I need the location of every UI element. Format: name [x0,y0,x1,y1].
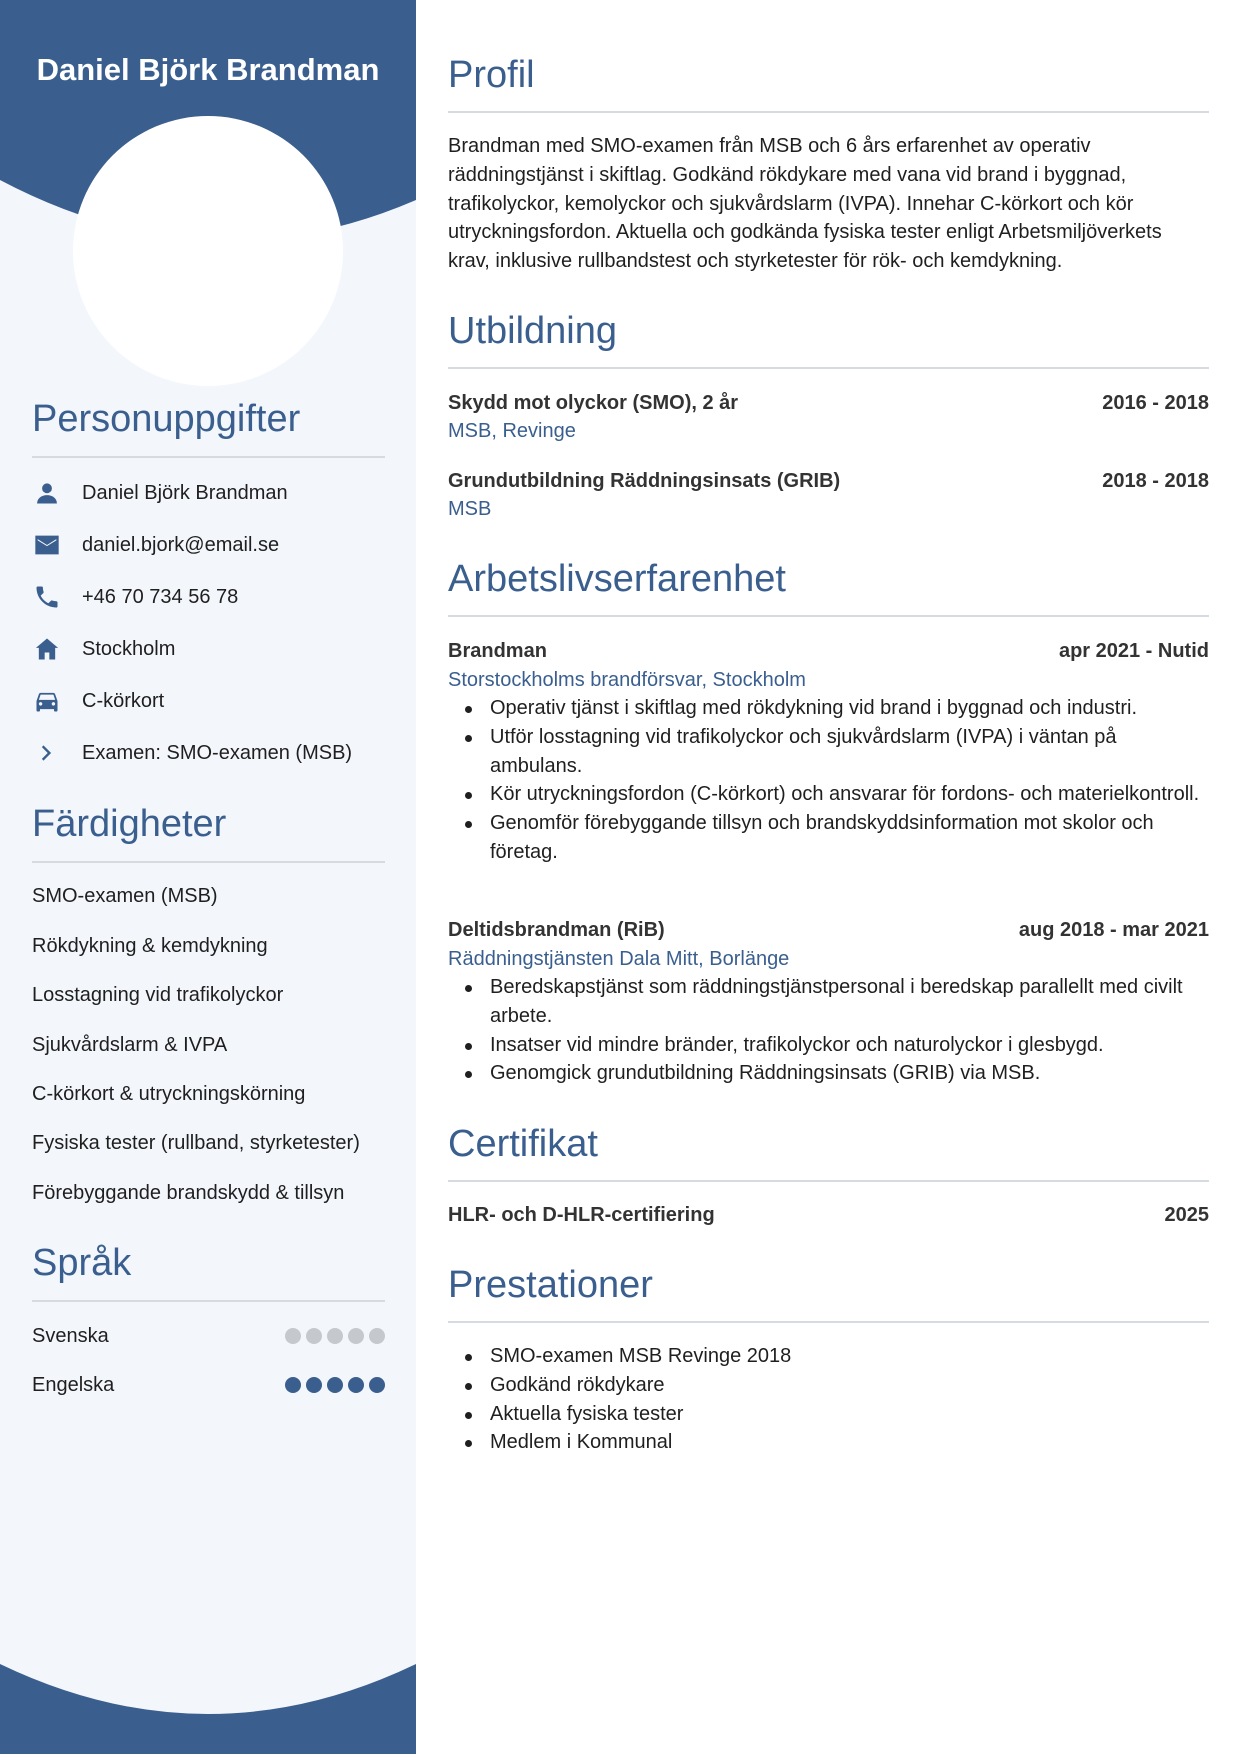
profile-summary: Brandman med SMO-examen från MSB och 6 års erfarenhet av operativ räddningstjänst i skiftlag. Godkänd rökdykare med vana vid brand i byggnad, trafikolyckor, kemolyckor och sjukvårdslarm (IVPA). Innehar C-körkort och kör utryckningsfordon. Aktuella och godkända fysiska tester enligt Arbetsmiljöverkets krav, inklusive rullbandstest och styrketester för rök- och kemdykning. [448,135,1162,273]
sidebar [0,0,416,1754]
job-entry-header [448,919,1209,942]
education-place: MSB, Revinge [448,420,576,442]
contact-license-text: C-körkort [82,689,165,712]
level-dot [348,1328,364,1344]
person-icon [32,478,62,508]
level-dot [285,1377,301,1393]
contact-name-text: Daniel Björk Brandman [82,481,288,504]
phone-icon [32,582,62,612]
contact-license [32,685,164,717]
section-title-experience: Arbetslivserfarenhet [448,558,786,600]
list-item: SMO-examen MSB Revinge 2018 [448,1342,1209,1371]
language-level-rating [285,1377,385,1393]
contact-location [32,633,175,665]
list-item: Kör utryckningsfordon (C-körkort) och ansvarar för fordons- och materielkontroll. [448,780,1209,809]
section-title-education: Utbildning [448,310,617,352]
chevron-right-icon [32,738,62,768]
section-title-profile: Profil [448,54,535,96]
job-entry-header [448,640,1209,663]
divider [448,615,1209,617]
divider [448,111,1209,113]
divider [448,1321,1209,1323]
home-icon [32,634,62,664]
level-dot [306,1377,322,1393]
skill-item: SMO-examen (MSB) [32,885,218,907]
profile-photo-placeholder [73,116,343,386]
section-title-languages: Språk [32,1242,132,1284]
divider [32,456,385,458]
education-entry-header [448,392,1209,415]
skill-item: C-körkort & utryckningskörning [32,1083,306,1105]
certificate-year: 2025 [1164,1204,1209,1226]
sidebar-footer-shape [0,1664,416,1754]
list-item: Aktuella fysiska tester [448,1400,1209,1429]
level-dot [327,1377,343,1393]
language-name: Engelska [32,1373,115,1396]
section-title-achievements: Prestationer [448,1264,653,1306]
contact-phone-text[interactable]: +46 70 734 56 78 [82,585,239,608]
level-dot [327,1328,343,1344]
list-item: Operativ tjänst i skiftlag med rökdykning vid brand i byggnad och industri. [448,694,1209,723]
language-name: Svenska [32,1324,109,1347]
contact-location-text: Stockholm [82,637,176,660]
divider [448,1180,1209,1182]
job-dates: apr 2021 - Nutid [1058,640,1209,662]
list-item: Medlem i Kommunal [448,1428,1209,1457]
level-dot [369,1328,385,1344]
list-item: Utför losstagning vid trafikolyckor och sjukvårdslarm (IVPA) i väntan på ambulans. [448,723,1209,781]
list-item: Insatser vid mindre bränder, trafikolyckor och naturolyckor i glesbygd. [448,1031,1209,1060]
education-name: Grundutbildning Räddningsinsats (GRIB) [448,470,841,492]
contact-exam [32,737,352,769]
job-dates: aug 2018 - mar 2021 [1018,919,1209,941]
skill-item: Sjukvårdslarm & IVPA [32,1034,228,1056]
skill-item: Losstagning vid trafikolyckor [32,984,284,1006]
divider [32,861,385,863]
section-title-skills: Färdigheter [32,803,227,845]
contact-exam-text: Examen: SMO-examen (MSB) [82,741,353,764]
job-bullets [448,973,1209,1088]
section-title-certificates: Certifikat [448,1123,598,1165]
skill-item: Förebyggande brandskydd & tillsyn [32,1182,345,1204]
list-item: Genomgick grundutbildning Räddningsinsats (GRIB) via MSB. [448,1059,1209,1088]
education-entry-header [448,470,1209,493]
job-role: Deltidsbrandman (RiB) [448,919,665,941]
candidate-name: Daniel Björk Brandman [36,52,380,87]
skill-item: Fysiska tester (rullband, styrketester) [32,1132,360,1154]
job-bullets [448,694,1209,867]
contact-email[interactable] [32,529,279,561]
level-dot [285,1328,301,1344]
language-level-rating [285,1328,385,1344]
divider [448,367,1209,369]
list-item: Genomför förebyggande tillsyn och brandskyddsinformation mot skolor och företag. [448,809,1209,867]
language-row [32,1372,385,1398]
skill-item: Rökdykning & kemdykning [32,935,268,957]
level-dot [348,1377,364,1393]
list-item: Beredskapstjänst som räddningstjänstpersonal i beredskap parallellt med civilt arbete. [448,973,1209,1031]
divider [32,1300,385,1302]
contact-email-text[interactable]: daniel.bjork@email.se [82,533,280,556]
level-dot [306,1328,322,1344]
education-name: Skydd mot olyckor (SMO), 2 år [448,392,739,414]
certificate-entry [448,1204,1209,1227]
job-role: Brandman [448,640,547,662]
job-employer: Storstockholms brandförsvar, Stockholm [448,669,806,691]
certificate-name: HLR- och D-HLR-certifiering [448,1204,715,1226]
level-dot [369,1377,385,1393]
education-place: MSB [448,498,492,520]
mail-icon [32,530,62,560]
job-employer: Räddningstjänsten Dala Mitt, Borlänge [448,948,790,970]
car-icon [32,686,62,716]
contact-phone[interactable] [32,581,238,613]
language-row [32,1323,385,1349]
list-item: Godkänd rökdykare [448,1371,1209,1400]
contact-name [32,477,288,509]
education-dates: 2016 - 2018 [1102,392,1209,414]
section-title-personal: Personuppgifter [32,398,301,440]
education-dates: 2018 - 2018 [1102,470,1209,492]
achievement-list [448,1342,1209,1457]
